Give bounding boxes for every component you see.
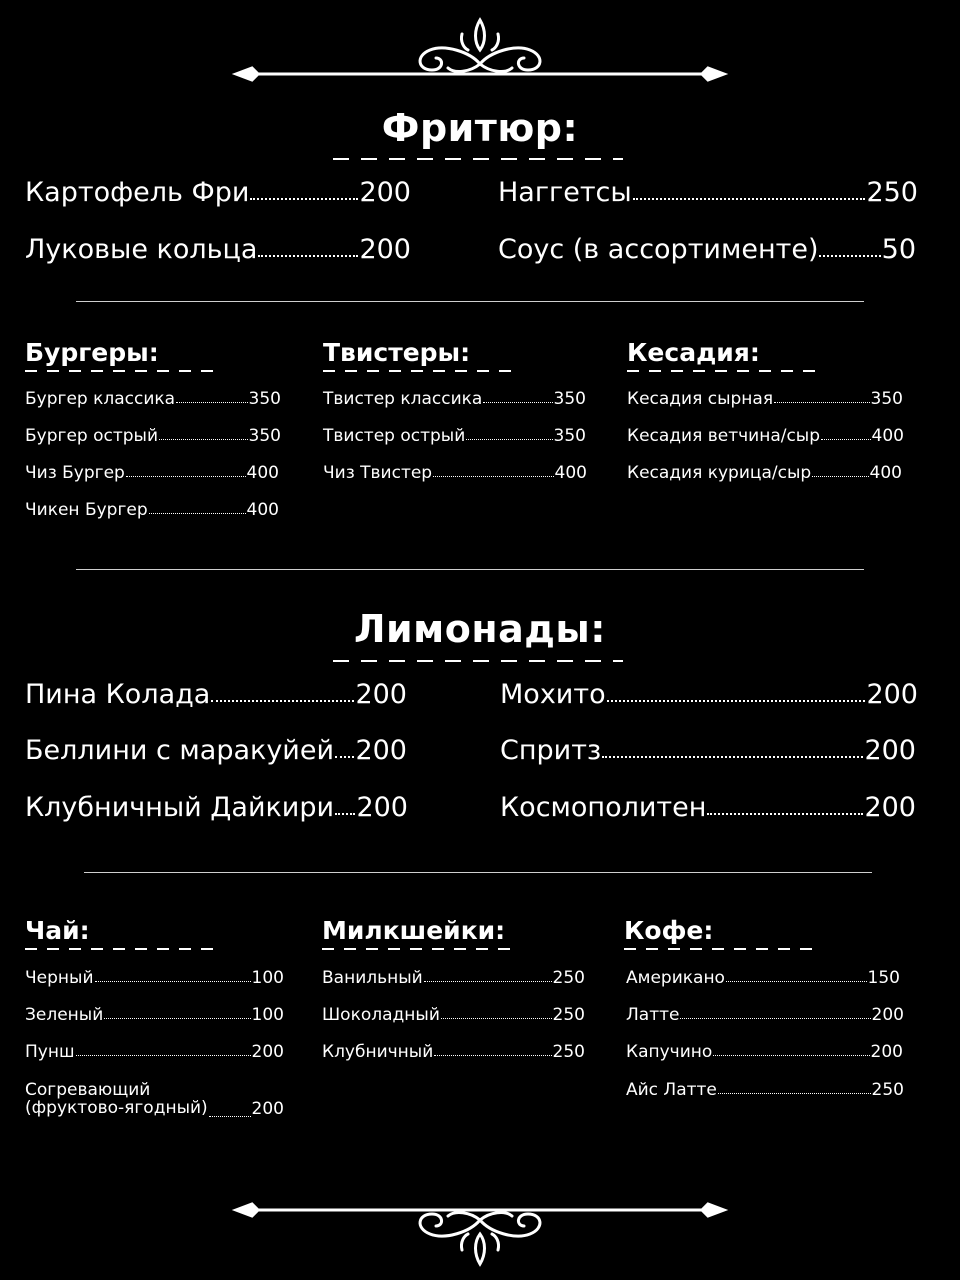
item-name: Картофель Фри <box>25 177 250 208</box>
item-name: Капучино <box>626 1042 713 1062</box>
menu-item <box>627 391 903 408</box>
item-price: 200 <box>251 1042 284 1062</box>
item-price: 200 <box>359 234 411 265</box>
menu-item <box>323 465 587 482</box>
menu-item <box>500 794 916 821</box>
item-price: 400 <box>871 426 904 446</box>
menu-item <box>627 428 904 445</box>
item-name: Мохито <box>500 679 606 710</box>
item-price: 50 <box>881 234 916 265</box>
item-price: 400 <box>554 463 587 483</box>
milkshakes-title: Милкшейки: <box>322 916 506 945</box>
item-price: 350 <box>248 426 281 446</box>
item-price: 400 <box>246 500 279 520</box>
item-price: 250 <box>552 1005 585 1025</box>
item-name: Латте <box>626 1005 680 1025</box>
item-name: Черный <box>25 968 94 988</box>
item-name: Шоколадный <box>322 1005 440 1025</box>
section-divider <box>76 569 864 570</box>
item-name <box>25 1082 208 1118</box>
item-price: 200 <box>251 1098 284 1119</box>
item-name: Бургер острый <box>25 426 159 446</box>
menu-item <box>25 970 284 987</box>
twisters-title: Твистеры: <box>323 338 471 367</box>
item-name: Кесадия ветчина/сыр <box>627 426 821 446</box>
menu-item <box>627 465 902 482</box>
item-name: Луковые кольца <box>25 234 258 265</box>
item-price: 250 <box>552 968 585 988</box>
item-name: Клубничный <box>322 1042 434 1062</box>
item-price: 250 <box>866 177 918 208</box>
menu-item <box>322 1007 585 1024</box>
menu-item <box>25 737 407 764</box>
menu-item <box>322 970 585 987</box>
item-price: 350 <box>553 426 586 446</box>
item-price: 200 <box>355 735 407 766</box>
tea-title-divider <box>25 948 220 950</box>
menu-item <box>498 236 916 263</box>
item-name: Бургер классика <box>25 389 176 409</box>
item-price: 200 <box>864 735 916 766</box>
item-name: Твистер классика <box>323 389 483 409</box>
item-name: Ванильный <box>322 968 423 988</box>
top-ornament-icon <box>0 12 960 92</box>
coffee-title-divider <box>624 948 819 950</box>
item-price: 350 <box>248 389 281 409</box>
menu-item <box>498 179 918 206</box>
menu-item <box>626 1044 903 1061</box>
menu-item <box>25 1007 284 1024</box>
item-price: 200 <box>870 1042 903 1062</box>
menu-item <box>25 1082 284 1118</box>
quesadilla-title: Кесадия: <box>627 338 760 367</box>
burgers-title: Бургеры: <box>25 338 159 367</box>
item-price: 150 <box>867 968 900 988</box>
item-name: Айс Латте <box>626 1080 717 1100</box>
item-name: Твистер острый <box>323 426 466 446</box>
item-price: 350 <box>553 389 586 409</box>
item-name-line: (фруктово-ягодный) <box>25 1097 208 1118</box>
item-name: Пина Колада <box>25 679 211 710</box>
item-price: 200 <box>871 1005 904 1025</box>
fryer-title-divider <box>333 158 623 160</box>
section-divider <box>84 872 872 873</box>
coffee-title: Кофе: <box>624 916 714 945</box>
item-name: Космополитен <box>500 792 707 823</box>
menu-item <box>25 391 281 408</box>
menu-item <box>25 794 408 821</box>
item-name: Соус (в ассортименте) <box>498 234 819 265</box>
menu-item <box>25 428 281 445</box>
item-price: 100 <box>251 968 284 988</box>
item-name: Кесадия курица/сыр <box>627 463 812 483</box>
menu-item <box>323 428 586 445</box>
item-price: 200 <box>866 679 918 710</box>
menu-item <box>25 465 279 482</box>
item-price: 250 <box>552 1042 585 1062</box>
menu-item <box>500 737 916 764</box>
section-divider <box>76 301 864 302</box>
burgers-title-divider <box>25 370 220 372</box>
item-price: 200 <box>359 177 411 208</box>
menu-item <box>25 1044 284 1061</box>
item-price: 400 <box>246 463 279 483</box>
menu-item <box>626 970 900 987</box>
item-name: Наггетсы <box>498 177 632 208</box>
item-name: Пунш <box>25 1042 75 1062</box>
item-price: 100 <box>251 1005 284 1025</box>
item-name: Беллини с маракуйей <box>25 735 334 766</box>
item-name: Зеленый <box>25 1005 104 1025</box>
quesadilla-title-divider <box>627 370 822 372</box>
menu-item <box>626 1007 904 1024</box>
menu-item <box>322 1044 585 1061</box>
item-name-line: Согревающий <box>25 1080 151 1100</box>
lemonades-title-divider <box>333 660 623 662</box>
item-name: Американо <box>626 968 725 988</box>
twisters-title-divider <box>323 370 518 372</box>
item-price: 200 <box>356 792 408 823</box>
item-price: 200 <box>864 792 916 823</box>
menu-item <box>500 681 918 708</box>
milkshakes-title-divider <box>322 948 517 950</box>
menu-item <box>25 502 279 519</box>
tea-title: Чай: <box>25 916 90 945</box>
item-name: Чикен Бургер <box>25 500 148 520</box>
item-price: 400 <box>869 463 902 483</box>
item-price: 200 <box>355 679 407 710</box>
menu-item <box>25 236 411 263</box>
menu-item <box>25 179 411 206</box>
item-name: Чиз Твистер <box>323 463 433 483</box>
item-name: Кесадия сырная <box>627 389 774 409</box>
menu-item <box>25 681 407 708</box>
menu-item <box>323 391 586 408</box>
item-name: Спритз <box>500 735 602 766</box>
lemonades-title: Лимонады: <box>353 607 606 651</box>
item-price: 250 <box>871 1080 904 1100</box>
bottom-ornament-icon <box>0 1192 960 1272</box>
menu-item <box>626 1082 904 1099</box>
item-name: Чиз Бургер <box>25 463 125 483</box>
fryer-title: Фритюр: <box>381 106 579 150</box>
item-name: Клубничный Дайкири <box>25 792 335 823</box>
item-price: 350 <box>870 389 903 409</box>
